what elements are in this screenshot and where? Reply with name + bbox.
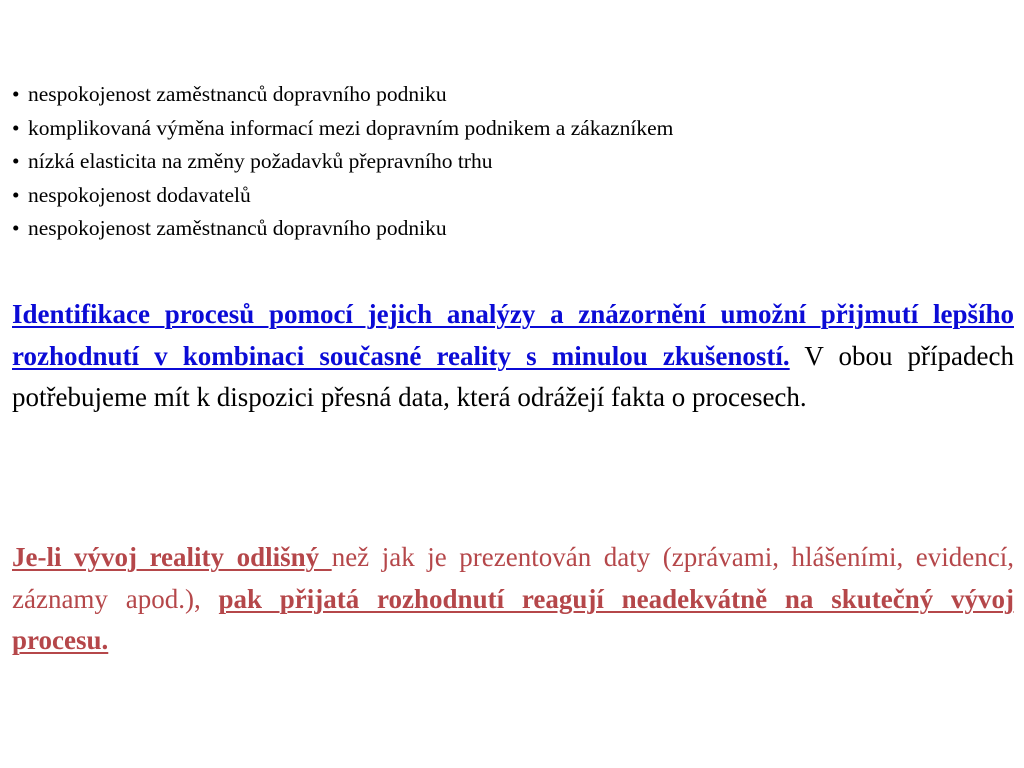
bullet-marker: • [12, 182, 20, 207]
reality-difference-paragraph [12, 537, 1014, 662]
bullet-text: nespokojenost dodavatelů [28, 182, 251, 207]
bullet-item [12, 78, 992, 112]
process-identification-link[interactable]: Identifikace procesů pomocí jejich analýzy a znázornění umožní přijmutí lepšího rozhodnutí v kombinaci současné reality s minulou zkušeností. [12, 299, 1014, 371]
bullet-item [12, 212, 992, 246]
bullet-marker: • [12, 216, 20, 240]
bullet-marker: • [12, 115, 20, 140]
process-identification-paragraph [12, 294, 1014, 419]
bullet-text: nízká elasticita na změny požadavků přepravního trhu [28, 149, 493, 173]
bullet-marker: • [12, 149, 20, 173]
bullet-item [12, 179, 992, 213]
bullet-item [12, 145, 992, 179]
inadequate-decisions-highlight: pak přijatá rozhodnutí reagují neadekvátně na skutečný vývoj procesu. [12, 583, 1014, 655]
reality-difference-highlight: Je-li vývoj reality odlišný [12, 542, 332, 572]
reality-difference-text: než jak je prezentován daty (zprávami, hlášeními, evidencí, záznamy apod.), [12, 542, 1014, 614]
data-need-text: V obou případech potřebujeme mít k dispozici přesná data, která odrážejí fakta o procesech. [12, 340, 1014, 412]
bullet-text: komplikovaná výměna informací mezi dopravním podnikem a zákazníkem [28, 115, 674, 140]
bullet-text: nespokojenost zaměstnanců dopravního podniku [28, 82, 447, 106]
bullet-list [12, 78, 992, 246]
bullet-marker: • [12, 82, 20, 106]
bullet-text: nespokojenost zaměstnanců dopravního podniku [28, 216, 447, 240]
bullet-item [12, 112, 992, 146]
